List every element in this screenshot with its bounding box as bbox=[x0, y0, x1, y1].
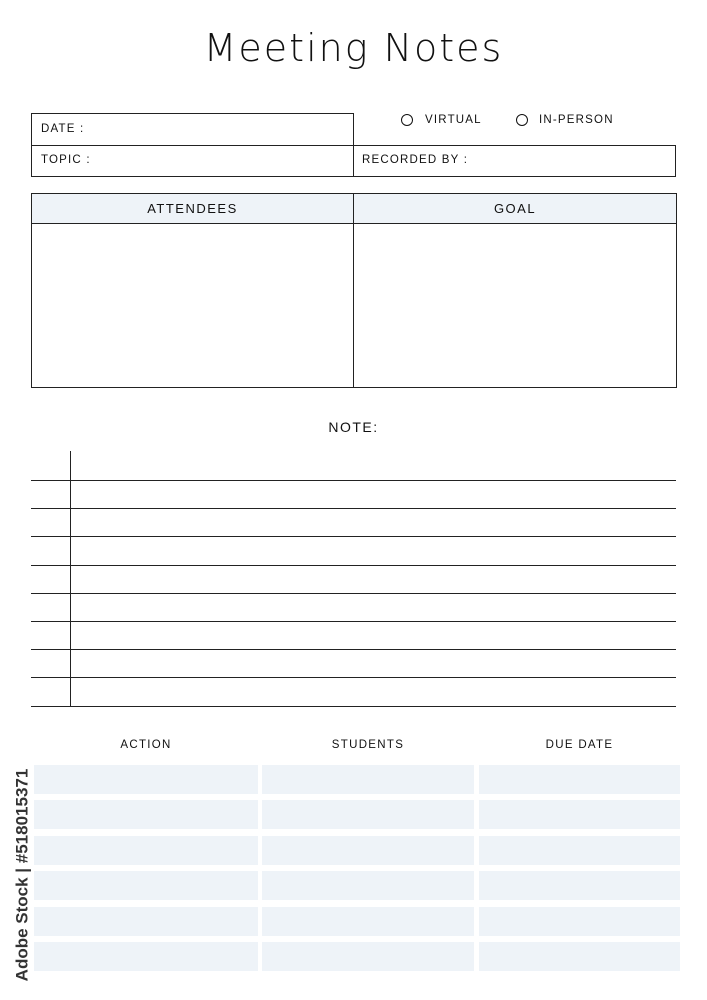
action-cell[interactable] bbox=[34, 836, 258, 865]
action-cell[interactable] bbox=[34, 942, 258, 971]
note-line[interactable] bbox=[31, 536, 676, 537]
due-date-header: DUE DATE bbox=[545, 739, 614, 751]
students-header: STUDENTS bbox=[331, 739, 405, 751]
action-cell[interactable] bbox=[34, 907, 258, 936]
note-line[interactable] bbox=[31, 508, 676, 509]
students-cell[interactable] bbox=[262, 836, 474, 865]
note-line[interactable] bbox=[31, 621, 676, 622]
topic-field[interactable] bbox=[31, 145, 354, 177]
date-field[interactable] bbox=[31, 113, 354, 146]
attendees-area[interactable] bbox=[32, 224, 354, 387]
attendees-header bbox=[32, 194, 354, 224]
in-person-label: IN-PERSON bbox=[539, 114, 614, 126]
goal-area[interactable] bbox=[354, 224, 676, 387]
attendees-goal-table bbox=[31, 193, 677, 388]
goal-label: GOAL bbox=[493, 201, 537, 216]
note-line[interactable] bbox=[31, 593, 676, 594]
page-title: Meeting Notes bbox=[203, 26, 504, 70]
students-cell[interactable] bbox=[262, 765, 474, 794]
stock-id-label: Adobe Stock | #518015371 bbox=[12, 768, 31, 982]
students-cell[interactable] bbox=[262, 942, 474, 971]
in-person-radio[interactable] bbox=[516, 114, 528, 126]
in-person-option[interactable] bbox=[516, 114, 614, 126]
due-date-cell[interactable] bbox=[479, 765, 680, 794]
note-line[interactable] bbox=[31, 677, 676, 678]
goal-header bbox=[354, 194, 676, 224]
stock-id-text bbox=[12, 770, 32, 980]
students-cell[interactable] bbox=[262, 871, 474, 900]
due-date-cell[interactable] bbox=[479, 907, 680, 936]
action-header: ACTION bbox=[120, 739, 172, 751]
due-date-cell[interactable] bbox=[479, 942, 680, 971]
students-cell[interactable] bbox=[262, 800, 474, 829]
action-cell[interactable] bbox=[34, 871, 258, 900]
action-cell[interactable] bbox=[34, 800, 258, 829]
due-date-cell[interactable] bbox=[479, 871, 680, 900]
recorded-by-label: RECORDED BY : bbox=[362, 154, 469, 166]
note-line[interactable] bbox=[31, 565, 676, 566]
due-date-cell[interactable] bbox=[479, 836, 680, 865]
topic-label: TOPIC : bbox=[41, 154, 91, 166]
action-cell[interactable] bbox=[34, 765, 258, 794]
attendees-label: ATTENDEES bbox=[147, 201, 238, 216]
due-date-cell[interactable] bbox=[479, 800, 680, 829]
note-line[interactable] bbox=[31, 480, 676, 481]
date-label: DATE : bbox=[41, 123, 85, 135]
note-heading: NOTE: bbox=[328, 419, 379, 435]
students-cell[interactable] bbox=[262, 907, 474, 936]
virtual-option[interactable] bbox=[401, 114, 482, 126]
virtual-radio[interactable] bbox=[401, 114, 413, 126]
recorded-by-field[interactable] bbox=[353, 145, 676, 177]
note-line[interactable] bbox=[31, 706, 676, 707]
virtual-label: VIRTUAL bbox=[425, 114, 482, 126]
note-margin-line bbox=[70, 451, 71, 706]
note-line[interactable] bbox=[31, 649, 676, 650]
